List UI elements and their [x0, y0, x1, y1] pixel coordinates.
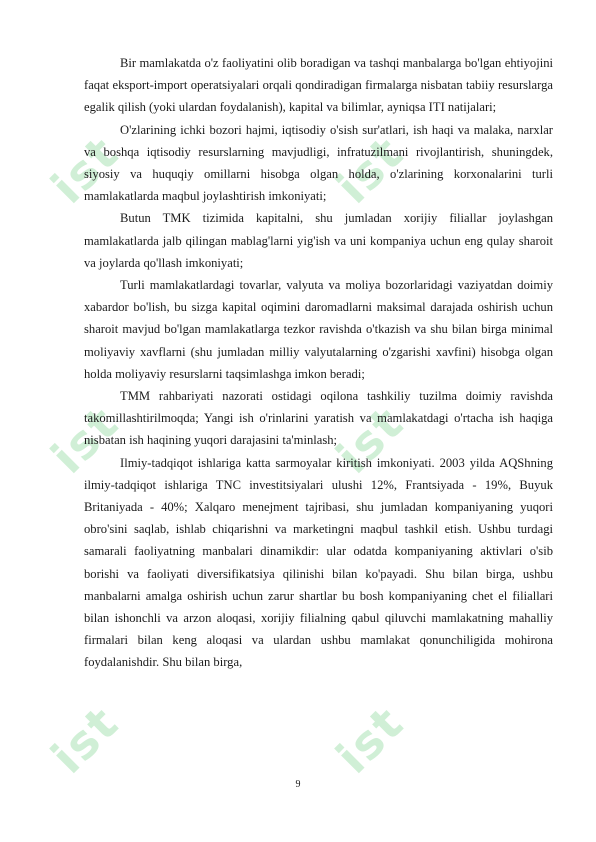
page-number: 9	[295, 779, 301, 790]
paragraph: Ilmiy-tadqiqot ishlariga katta sarmoyalar kiritish imkoniyati. 2003 yilda AQShning ilmiy-tadqiqot ishlariga TNC investitsiyalari ulushi 12%, Frantsiyada - 19%, Buyuk Britaniyada - 40%; Xalqaro menejment tajribasi, shu jumladan kompaniyaning yuqori obro'sini saqlab, ishlab chiqarishni va marketingni maqbul tashkil etish. Ushbu turdagi samarali faoliyatning manbalari dinamikdir: ular odatda kompaniyaning aktivlari o'sib borishi va faoliyati diversifikatsiya qilinishi bilan ko'payadi. Shu bilan birga, ushbu manbalarni amalga oshirish uchun zarur shartlar bu bosh kompaniyaning chet el filiallari bilan ishonchli va arzon aloqasi, xorijiy filialning qabul qiluvchi mamlakatning mahalliy firmalari bilan keng aloqasi va ulardan ushbu mamlakat qonunchiligida mohirona foydalanishdir. Shu bilan birga,	[84, 455, 553, 670]
paragraph: TMM rahbariyati nazorati ostidagi oqilona tashkiliy tuzilma doimiy ravishda takomillashtirilmoqda; Yangi ish o'rinlarini yaratish va mamlakatdagi o'rtacha ish haqiga nisbatan ish haqining yuqori darajasini ta'minlash;	[84, 389, 553, 448]
paragraph: O'zlarining ichki bozori hajmi, iqtisodiy o'sish sur'atlari, ish haqi va malaka, narxlar va boshqa iqtisodiy resurslarning mavjudligi, infratuzilmani rivojlantirish, shuningdek, siyosiy va huquqiy omillarni hisobga olgan holda, o'zlarining korxonalarini turli mamlakatlarda maqbul joylashtirish imkoniyati;	[84, 122, 553, 204]
watermark-glyph: ist	[40, 695, 130, 784]
watermark-glyph: ist	[40, 395, 130, 484]
paragraph: Butun TMK tizimida kapitalni, shu jumladan xorijiy filiallar joylashgan mamlakatlarda jalb qilingan mablag'larni yig'ish va uni kompaniya uchun eng qulay sharoit va joylarda qo'llash imkoniyati;	[84, 211, 553, 270]
watermark-glyph: ist	[325, 125, 415, 214]
paragraph: Turli mamlakatlardagi tovarlar, valyuta va moliya bozorlaridagi vaziyatdan doimiy xabardor bo'lish, bu sizga kapital oqimini daromadlarni maksimal darajada oshirish uchun sharoit mavjud bo'lgan mamlakatlarga tezkor ravishda o'tkazish va shu bilan birga minimal moliyaviy xavflarni (shu jumladan milliy valyutalarning o'zgarishi xavfini) hisobga olgan holda moliyaviy resurslarni taqsimlashga imkon beradi;	[84, 278, 553, 381]
watermark-glyph: ist	[325, 395, 415, 484]
watermark-glyph: ist	[40, 125, 130, 214]
paragraph: Bir mamlakatda o'z faoliyatini olib boradigan va tashqi manbalarga bo'lgan ehtiyojini faqat eksport-import operatsiyalari orqali qondiradigan firmalarga nisbatan tabiiy resurslarga egalik qilish (yoki ulardan foydalanish), kapital va bilimlar, ayniqsa ITI natijalari;	[84, 56, 553, 115]
watermark-glyph: ist	[325, 695, 415, 784]
body-text	[84, 52, 553, 674]
